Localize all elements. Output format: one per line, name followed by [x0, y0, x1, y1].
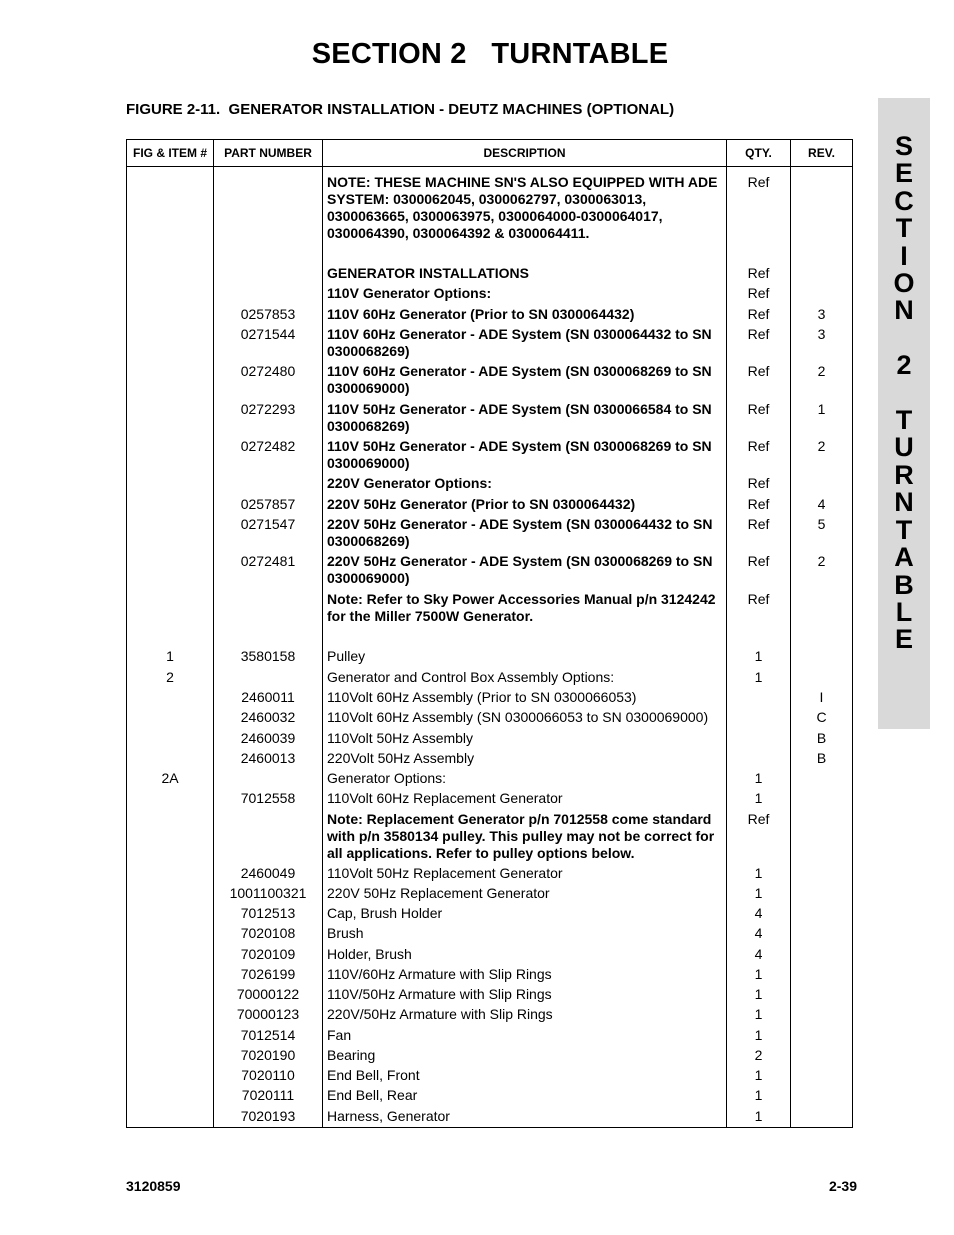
- fig-item-cell: 2: [127, 665, 214, 686]
- section-tab-letter: N: [894, 295, 914, 326]
- part-number-cell: [214, 282, 323, 302]
- description-cell: 220V 50Hz Generator (Prior to SN 0300064432): [323, 492, 727, 513]
- table-row: [127, 472, 853, 492]
- fig-item-cell: [127, 242, 214, 282]
- qty-cell: 1: [727, 787, 791, 807]
- rev-cell: 2: [791, 550, 853, 587]
- table-row: [127, 686, 853, 706]
- fig-item-cell: [127, 983, 214, 1003]
- description-cell: Generator Options:: [323, 767, 727, 787]
- table-row: [127, 942, 853, 963]
- description-cell: 220V 50Hz Generator - ADE System (SN 0300064432 to SN 0300068269): [323, 513, 727, 550]
- section-tab-letter: [878, 380, 930, 407]
- table-row: [127, 513, 853, 550]
- parts-table: [126, 139, 853, 1128]
- fig-item-cell: [127, 492, 214, 513]
- rev-cell: 5: [791, 513, 853, 550]
- qty-cell: Ref: [727, 360, 791, 397]
- table-row: [127, 550, 853, 587]
- fig-item-cell: [127, 942, 214, 963]
- description-cell: 220V 50Hz Replacement Generator: [323, 882, 727, 902]
- table-header-row: [127, 140, 853, 167]
- rev-cell: [791, 665, 853, 686]
- table-row: [127, 922, 853, 942]
- description-cell: 110V 60Hz Generator (Prior to SN 0300064432): [323, 302, 727, 323]
- rev-cell: B: [791, 726, 853, 747]
- rev-cell: [791, 587, 853, 625]
- rev-cell: [791, 787, 853, 807]
- description-cell: 110V 60Hz Generator - ADE System (SN 0300068269 to SN 0300069000): [323, 360, 727, 397]
- section-tab-letters: [878, 133, 930, 654]
- table-row: [127, 807, 853, 862]
- table-row: [127, 1104, 853, 1128]
- description-cell: NOTE: THESE MACHINE SN'S ALSO EQUIPPED WITH ADE SYSTEM: 0300062045, 0300062797, 0300063013, 0300063665, 0300063975, 0300064000-0300064017, 0300064390, 0300064392 & 0300064411.: [323, 167, 727, 243]
- header-fig-item: FIG & ITEM #: [127, 140, 214, 167]
- section-tab-letter: A: [894, 542, 914, 573]
- description-cell: 110V 50Hz Generator - ADE System (SN 0300066584 to SN 0300068269): [323, 397, 727, 435]
- section-tab-letter: L: [895, 596, 913, 627]
- fig-item-cell: 1: [127, 625, 214, 665]
- rev-cell: [791, 242, 853, 282]
- section-tab-letter: [878, 325, 930, 352]
- part-number-cell: 7026199: [214, 963, 323, 983]
- fig-item-cell: [127, 706, 214, 726]
- qty-cell: 1: [727, 1084, 791, 1104]
- fig-item-cell: [127, 747, 214, 767]
- fig-item-cell: [127, 550, 214, 587]
- fig-item-cell: [127, 726, 214, 747]
- rev-cell: [791, 1044, 853, 1064]
- fig-item-cell: [127, 1044, 214, 1064]
- fig-item-cell: [127, 587, 214, 625]
- rev-cell: [791, 1064, 853, 1084]
- rev-cell: [791, 963, 853, 983]
- table-row: [127, 1044, 853, 1064]
- description-cell: 110V/50Hz Armature with Slip Rings: [323, 983, 727, 1003]
- fig-item-cell: 2A: [127, 767, 214, 787]
- qty-cell: 2: [727, 1044, 791, 1064]
- description-cell: Brush: [323, 922, 727, 942]
- description-cell: Generator and Control Box Assembly Options:: [323, 665, 727, 686]
- qty-cell: 4: [727, 942, 791, 963]
- qty-cell: 1: [727, 665, 791, 686]
- rev-cell: [791, 1104, 853, 1128]
- table-row: [127, 242, 853, 282]
- description-cell: 110Volt 60Hz Assembly (Prior to SN 0300066053): [323, 686, 727, 706]
- qty-cell: Ref: [727, 282, 791, 302]
- section-tab-letter: 2: [896, 350, 912, 381]
- rev-cell: [791, 625, 853, 665]
- part-number-cell: 7020110: [214, 1064, 323, 1084]
- page-title: SECTION 2 TURNTABLE: [311, 38, 669, 70]
- description-cell: Fan: [323, 1023, 727, 1044]
- part-number-cell: 7020109: [214, 942, 323, 963]
- qty-cell: 1: [727, 963, 791, 983]
- section-tab-letter: T: [895, 514, 913, 545]
- table-row: [127, 323, 853, 360]
- description-cell: 220V Generator Options:: [323, 472, 727, 492]
- part-number-cell: 0272480: [214, 360, 323, 397]
- qty-cell: 1: [727, 1003, 791, 1023]
- part-number-cell: [214, 587, 323, 625]
- table-row: [127, 706, 853, 726]
- description-cell: 110V Generator Options:: [323, 282, 727, 302]
- part-number-cell: 7020108: [214, 922, 323, 942]
- fig-item-cell: [127, 963, 214, 983]
- description-cell: 110V 60Hz Generator - ADE System (SN 0300064432 to SN 0300068269): [323, 323, 727, 360]
- figure-title: FIGURE 2-11. GENERATOR INSTALLATION - DEUTZ MACHINES (OPTIONAL): [126, 101, 675, 118]
- rev-cell: 2: [791, 360, 853, 397]
- qty-cell: Ref: [727, 323, 791, 360]
- qty-cell: Ref: [727, 472, 791, 492]
- table-row: [127, 1084, 853, 1104]
- table-row: [127, 862, 853, 882]
- part-number-cell: 0271544: [214, 323, 323, 360]
- qty-cell: Ref: [727, 513, 791, 550]
- fig-item-cell: [127, 282, 214, 302]
- table-row: [127, 1064, 853, 1084]
- table-row: [127, 983, 853, 1003]
- table-row: [127, 360, 853, 397]
- table-row: [127, 882, 853, 902]
- header-part-number: PART NUMBER: [214, 140, 323, 167]
- description-cell: Note: Refer to Sky Power Accessories Manual p/n 3124242 for the Miller 7500W Generator.: [323, 587, 727, 625]
- qty-cell: Ref: [727, 550, 791, 587]
- description-cell: 110Volt 50Hz Assembly: [323, 726, 727, 747]
- fig-item-cell: [127, 513, 214, 550]
- table-row: [127, 435, 853, 472]
- part-number-cell: 7020111: [214, 1084, 323, 1104]
- part-number-cell: 0272293: [214, 397, 323, 435]
- part-number-cell: 0271547: [214, 513, 323, 550]
- qty-cell: 1: [727, 1023, 791, 1044]
- fig-item-cell: [127, 435, 214, 472]
- table-row: [127, 397, 853, 435]
- description-cell: Note: Replacement Generator p/n 7012558 come standard with p/n 3580134 pulley. This pulley may not be correct for all applications. Refer to pulley options below.: [323, 807, 727, 862]
- section-tab-letter: T: [895, 213, 913, 244]
- table-row: [127, 767, 853, 787]
- description-cell: End Bell, Rear: [323, 1084, 727, 1104]
- description-cell: Pulley: [323, 625, 727, 665]
- qty-cell: 1: [727, 1104, 791, 1128]
- part-number-cell: 0272481: [214, 550, 323, 587]
- document-number: 3120859: [126, 1178, 181, 1194]
- qty-cell: [727, 706, 791, 726]
- section-tab-letter: S: [894, 131, 913, 161]
- fig-item-cell: [127, 902, 214, 922]
- qty-cell: Ref: [727, 492, 791, 513]
- qty-cell: Ref: [727, 242, 791, 282]
- rev-cell: [791, 472, 853, 492]
- section-tab-letter: B: [894, 569, 914, 600]
- description-cell: End Bell, Front: [323, 1064, 727, 1084]
- part-number-cell: 7012514: [214, 1023, 323, 1044]
- part-number-cell: [214, 167, 323, 243]
- qty-cell: 1: [727, 1064, 791, 1084]
- fig-item-cell: [127, 807, 214, 862]
- description-cell: 110Volt 60Hz Replacement Generator: [323, 787, 727, 807]
- table-row: [127, 302, 853, 323]
- fig-item-cell: [127, 862, 214, 882]
- part-number-cell: 70000122: [214, 983, 323, 1003]
- fig-item-cell: [127, 323, 214, 360]
- description-cell: Holder, Brush: [323, 942, 727, 963]
- rev-cell: 4: [791, 492, 853, 513]
- section-tab-letter: N: [894, 487, 914, 518]
- rev-cell: [791, 942, 853, 963]
- part-number-cell: 7020193: [214, 1104, 323, 1128]
- section-tab-letter: C: [894, 185, 914, 216]
- part-number-cell: 7012513: [214, 902, 323, 922]
- qty-cell: 1: [727, 767, 791, 787]
- fig-item-cell: [127, 1003, 214, 1023]
- description-cell: 220V 50Hz Generator - ADE System (SN 0300068269 to SN 0300069000): [323, 550, 727, 587]
- fig-item-cell: [127, 1023, 214, 1044]
- part-number-cell: 2460049: [214, 862, 323, 882]
- qty-cell: 4: [727, 902, 791, 922]
- rev-cell: [791, 1003, 853, 1023]
- rev-cell: [791, 902, 853, 922]
- description-cell: Bearing: [323, 1044, 727, 1064]
- table-row: [127, 726, 853, 747]
- rev-cell: [791, 882, 853, 902]
- rev-cell: 3: [791, 323, 853, 360]
- description-cell: Cap, Brush Holder: [323, 902, 727, 922]
- rev-cell: [791, 922, 853, 942]
- part-number-cell: [214, 242, 323, 282]
- part-number-cell: [214, 472, 323, 492]
- part-number-cell: [214, 767, 323, 787]
- rev-cell: 1: [791, 397, 853, 435]
- part-number-cell: 2460011: [214, 686, 323, 706]
- part-number-cell: [214, 665, 323, 686]
- qty-cell: Ref: [727, 397, 791, 435]
- section-tab-letter: R: [894, 459, 914, 490]
- rev-cell: 2: [791, 435, 853, 472]
- part-number-cell: 7020190: [214, 1044, 323, 1064]
- fig-item-cell: [127, 302, 214, 323]
- fig-item-cell: [127, 882, 214, 902]
- part-number-cell: 1001100321: [214, 882, 323, 902]
- section-tab-letter: E: [894, 624, 913, 655]
- part-number-cell: 2460013: [214, 747, 323, 767]
- description-cell: 110V 50Hz Generator - ADE System (SN 0300068269 to SN 0300069000): [323, 435, 727, 472]
- fig-item-cell: [127, 167, 214, 243]
- fig-item-cell: [127, 472, 214, 492]
- table-row: [127, 1023, 853, 1044]
- qty-cell: [727, 726, 791, 747]
- rev-cell: C: [791, 706, 853, 726]
- qty-cell: Ref: [727, 587, 791, 625]
- qty-cell: Ref: [727, 167, 791, 243]
- description-cell: 220V/50Hz Armature with Slip Rings: [323, 1003, 727, 1023]
- table-row: [127, 665, 853, 686]
- part-number-cell: 3580158: [214, 625, 323, 665]
- section-tab: [878, 98, 930, 729]
- fig-item-cell: [127, 686, 214, 706]
- qty-cell: 1: [727, 882, 791, 902]
- rev-cell: [791, 862, 853, 882]
- section-tab-letter: U: [894, 432, 914, 463]
- rev-cell: [791, 1084, 853, 1104]
- fig-item-cell: [127, 1064, 214, 1084]
- table-row: [127, 492, 853, 513]
- table-row: [127, 963, 853, 983]
- table-row: [127, 747, 853, 767]
- part-number-cell: 2460032: [214, 706, 323, 726]
- table-row: [127, 1003, 853, 1023]
- header-rev: REV.: [791, 140, 853, 167]
- part-number-cell: 70000123: [214, 1003, 323, 1023]
- table-row: [127, 787, 853, 807]
- part-number-cell: 2460039: [214, 726, 323, 747]
- rev-cell: 3: [791, 302, 853, 323]
- fig-item-cell: [127, 397, 214, 435]
- section-tab-letter: E: [894, 158, 913, 189]
- description-cell: 220Volt 50Hz Assembly: [323, 747, 727, 767]
- qty-cell: 1: [727, 625, 791, 665]
- rev-cell: [791, 167, 853, 243]
- rev-cell: [791, 282, 853, 302]
- part-number-cell: 0257857: [214, 492, 323, 513]
- parts-table-body: [127, 167, 853, 1128]
- part-number-cell: 0257853: [214, 302, 323, 323]
- rev-cell: [791, 807, 853, 862]
- table-row: [127, 282, 853, 302]
- fig-item-cell: [127, 1104, 214, 1128]
- page-number: 2-39: [828, 1178, 857, 1194]
- rev-cell: [791, 767, 853, 787]
- qty-cell: 4: [727, 922, 791, 942]
- section-tab-letter: I: [900, 240, 908, 271]
- section-tab-letter: T: [895, 405, 913, 436]
- description-cell: Harness, Generator: [323, 1104, 727, 1128]
- rev-cell: B: [791, 747, 853, 767]
- qty-cell: Ref: [727, 435, 791, 472]
- table-row: [127, 167, 853, 243]
- description-cell: 110V/60Hz Armature with Slip Rings: [323, 963, 727, 983]
- fig-item-cell: [127, 1084, 214, 1104]
- qty-cell: [727, 686, 791, 706]
- table-row: [127, 625, 853, 665]
- qty-cell: 1: [727, 862, 791, 882]
- rev-cell: [791, 1023, 853, 1044]
- description-cell: 110Volt 50Hz Replacement Generator: [323, 862, 727, 882]
- section-tab-letter: O: [893, 268, 915, 299]
- description-cell: GENERATOR INSTALLATIONS: [323, 242, 727, 282]
- part-number-cell: [214, 807, 323, 862]
- header-qty: QTY.: [727, 140, 791, 167]
- fig-item-cell: [127, 922, 214, 942]
- qty-cell: [727, 747, 791, 767]
- table-row: [127, 587, 853, 625]
- part-number-cell: 7012558: [214, 787, 323, 807]
- table-row: [127, 902, 853, 922]
- header-description: DESCRIPTION: [323, 140, 727, 167]
- rev-cell: [791, 983, 853, 1003]
- qty-cell: Ref: [727, 807, 791, 862]
- part-number-cell: 0272482: [214, 435, 323, 472]
- fig-item-cell: [127, 787, 214, 807]
- qty-cell: 1: [727, 983, 791, 1003]
- fig-item-cell: [127, 360, 214, 397]
- qty-cell: Ref: [727, 302, 791, 323]
- description-cell: 110Volt 60Hz Assembly (SN 0300066053 to SN 0300069000): [323, 706, 727, 726]
- rev-cell: I: [791, 686, 853, 706]
